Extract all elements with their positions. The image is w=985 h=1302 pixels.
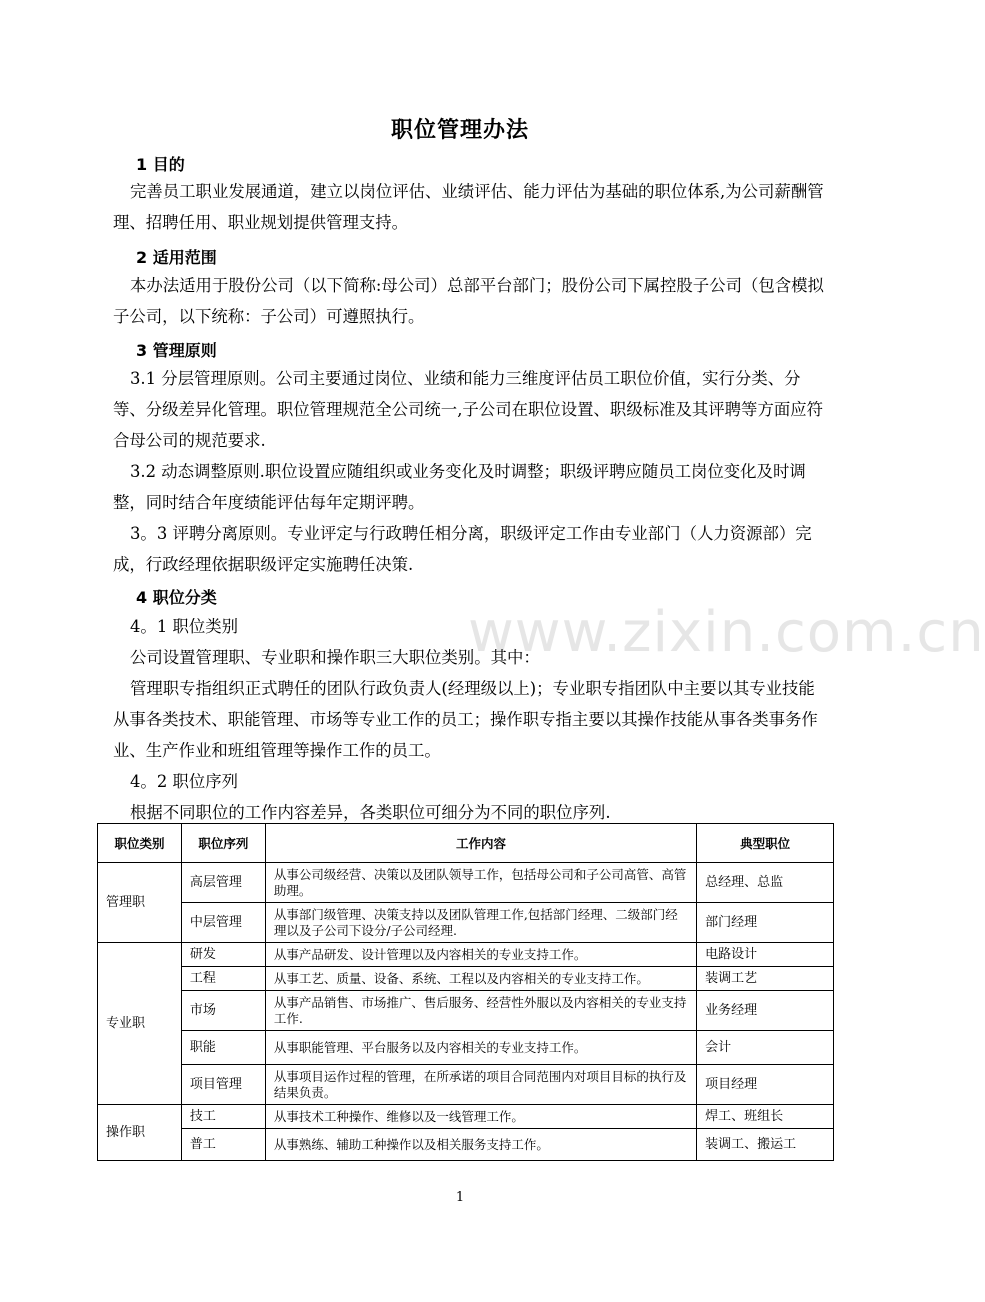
sequence-cell: 项目管理 [181, 1065, 265, 1105]
table-row [98, 1105, 834, 1129]
content-cell: 从事公司级经营、决策以及团队领导工作，包括母公司和子公司高管、高管助理。 [265, 863, 696, 903]
content-cell: 从事项目运作过程的管理，在所承诺的项目合同范围内对项目目标的执行及结果负责。 [265, 1065, 696, 1105]
section-heading-scope: 2 适用范围 [136, 248, 217, 267]
typical-cell: 会计 [697, 1031, 834, 1065]
section-heading-principles: 3 管理原则 [136, 341, 217, 360]
content-cell: 从事职能管理、平台服务以及内容相关的专业支持工作。 [265, 1031, 696, 1065]
content-cell: 从事熟练、辅助工种操作以及相关服务支持工作。 [265, 1129, 696, 1161]
header-sequence: 职位序列 [181, 824, 265, 863]
content-cell: 从事工艺、质量、设备、系统、工程以及内容相关的专业支持工作。 [265, 967, 696, 991]
document-title: 职位管理办法 [390, 118, 529, 143]
typical-cell: 装调工艺 [697, 967, 834, 991]
header-category: 职位类别 [98, 824, 182, 863]
header-typical: 典型职位 [697, 824, 834, 863]
table-row [98, 863, 834, 903]
sequence-cell: 市场 [181, 991, 265, 1031]
paragraph-purpose: 完善员工职业发展通道，建立以岗位评估、业绩评估、能力评估为基础的职位体系,为公司薪酬管理、招聘任用、职业规划提供管理支持。 [113, 182, 824, 232]
paragraph-subheading-sequence: 4。2 职位序列 [130, 772, 239, 791]
typical-cell: 项目经理 [697, 1065, 834, 1105]
table-row [98, 1031, 834, 1065]
typical-cell: 部门经理 [697, 903, 834, 943]
table-header-row [98, 824, 834, 863]
paragraph-category-definitions: 管理职专指组织正式聘任的团队行政负责人(经理级以上)；专业职专指团队中主要以其专业技能从事各类技术、职能管理、市场等专业工作的员工；操作职专指主要以其操作技能从事各类事务作业、生产作业和班组管理等操作工作的员工。 [113, 679, 818, 760]
category-cell: 操作职 [98, 1105, 182, 1161]
category-cell: 专业职 [98, 943, 182, 1105]
typical-cell: 电路设计 [697, 943, 834, 967]
paragraph-principle-dynamic: 3.2 动态调整原则.职位设置应随组织或业务变化及时调整；职级评聘应随员工岗位变化及时调整，同时结合年度绩能评估每年定期评聘。 [113, 462, 806, 512]
paragraph-subheading-category: 4。1 职位类别 [130, 617, 239, 636]
content-cell: 从事产品研发、设计管理以及内容相关的专业支持工作。 [265, 943, 696, 967]
sequence-cell: 工程 [181, 967, 265, 991]
category-cell: 管理职 [98, 863, 182, 943]
sequence-cell: 中层管理 [181, 903, 265, 943]
paragraph-principle-layered: 3.1 分层管理原则。公司主要通过岗位、业绩和能力三维度评估员工职位价值，实行分类、分等、分级差异化管理。职位管理规范全公司统一,子公司在职位设置、职级标准及其评聘等方面应符合母公司的规范要求. [113, 369, 824, 450]
sequence-cell: 普工 [181, 1129, 265, 1161]
typical-cell: 焊工、班组长 [697, 1105, 834, 1129]
paragraph-scope: 本办法适用于股份公司（以下简称:母公司）总部平台部门；股份公司下属控股子公司（包含模拟子公司，以下统称：子公司）可遵照执行。 [113, 276, 824, 326]
table-row [98, 967, 834, 991]
sequence-cell: 高层管理 [181, 863, 265, 903]
table-row [98, 1065, 834, 1105]
table-row [98, 903, 834, 943]
paragraph-principle-separation: 3。3 评聘分离原则。专业评定与行政聘任相分离，职级评定工作由专业部门（人力资源部）完成，行政经理依据职级评定实施聘任决策. [113, 524, 812, 574]
position-sequence-table [97, 823, 834, 1161]
table-row [98, 991, 834, 1031]
page-number: 1 [455, 1190, 465, 1205]
table-row [98, 943, 834, 967]
watermark: www.zixin.com.cn [468, 600, 985, 665]
paragraph-category-intro: 公司设置管理职、专业职和操作职三大职位类别。其中： [130, 648, 540, 667]
typical-cell: 装调工、搬运工 [697, 1129, 834, 1161]
paragraph-sequence-intro: 根据不同职位的工作内容差异，各类职位可细分为不同的职位序列. [130, 803, 611, 822]
section-heading-purpose: 1 目的 [136, 155, 185, 174]
content-cell: 从事产品销售、市场推广、售后服务、经营性外服以及内容相关的专业支持工作. [265, 991, 696, 1031]
sequence-cell: 研发 [181, 943, 265, 967]
content-cell: 从事部门级管理、决策支持以及团队管理工作,包括部门经理、二级部门经理以及子公司下设分/子公司经理. [265, 903, 696, 943]
sequence-cell: 职能 [181, 1031, 265, 1065]
content-cell: 从事技术工种操作、维修以及一线管理工作。 [265, 1105, 696, 1129]
table-row [98, 1129, 834, 1161]
section-heading-classification: 4 职位分类 [136, 588, 217, 607]
sequence-cell: 技工 [181, 1105, 265, 1129]
typical-cell: 业务经理 [697, 991, 834, 1031]
header-content: 工作内容 [265, 824, 696, 863]
typical-cell: 总经理、总监 [697, 863, 834, 903]
